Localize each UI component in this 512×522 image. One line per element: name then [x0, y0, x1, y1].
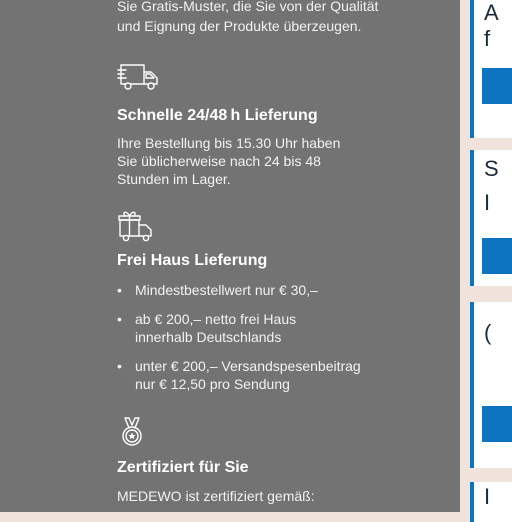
right-column — [460, 0, 512, 512]
card-heading-fragment: ( — [484, 320, 492, 345]
card-button[interactable] — [482, 406, 512, 442]
medal-icon — [117, 416, 147, 448]
card-button[interactable] — [482, 238, 512, 274]
info-card[interactable] — [470, 482, 512, 522]
intro-text — [117, 0, 447, 36]
bullet-line: innerhalb Deutschlands — [135, 329, 282, 345]
info-card[interactable] — [470, 0, 512, 138]
card-heading-fragment: f — [484, 26, 491, 51]
text-line: MEDEWO ist zertifiziert gemäß: — [117, 488, 315, 504]
bullet-dot-icon: • — [117, 358, 122, 374]
text-line: Stunden im Lager. — [117, 171, 231, 187]
bullet-dot-icon: • — [117, 282, 122, 298]
list-item — [117, 310, 447, 346]
bullet-line: ab € 200,– netto frei Haus — [135, 311, 297, 327]
intro-line: Sie Gratis-Muster, die Sie von der Qualität — [117, 0, 379, 14]
feature-text-fast-delivery — [117, 134, 447, 188]
feature-title-fast-delivery: Schnelle 24/48 h Lieferung — [117, 107, 318, 124]
card-heading-fragment: S — [484, 156, 499, 181]
card-button[interactable] — [482, 68, 512, 104]
bullet-dot-icon: • — [117, 311, 122, 327]
card-heading-fragment: A — [484, 0, 499, 25]
card-heading-fragment: I — [484, 484, 491, 509]
bullet-line: unter € 200,– Versandspesenbeitrag — [135, 358, 361, 374]
info-card[interactable] — [470, 302, 512, 468]
list-item — [117, 281, 447, 299]
free-delivery-bullets — [117, 281, 447, 404]
delivery-truck-icon — [117, 62, 161, 92]
gift-truck-icon — [117, 208, 157, 242]
bullet-line: nur € 12,50 pro Sendung — [135, 376, 290, 392]
card-heading-fragment: I — [484, 190, 491, 215]
text-line: Sie üblicherweise nach 24 bis 48 — [117, 153, 321, 169]
feature-title-free-delivery: Frei Haus Lieferung — [117, 252, 268, 269]
bullet-line: Mindestbestellwert nur € 30,– — [135, 282, 318, 298]
info-card[interactable] — [470, 150, 512, 286]
feature-text-certified — [117, 487, 447, 505]
list-item — [117, 357, 447, 393]
intro-line: und Eignung der Produkte überzeugen. — [117, 18, 362, 34]
feature-title-certified: Zertifiziert für Sie — [117, 459, 249, 476]
text-line: Ihre Bestellung bis 15.30 Uhr haben — [117, 135, 341, 151]
